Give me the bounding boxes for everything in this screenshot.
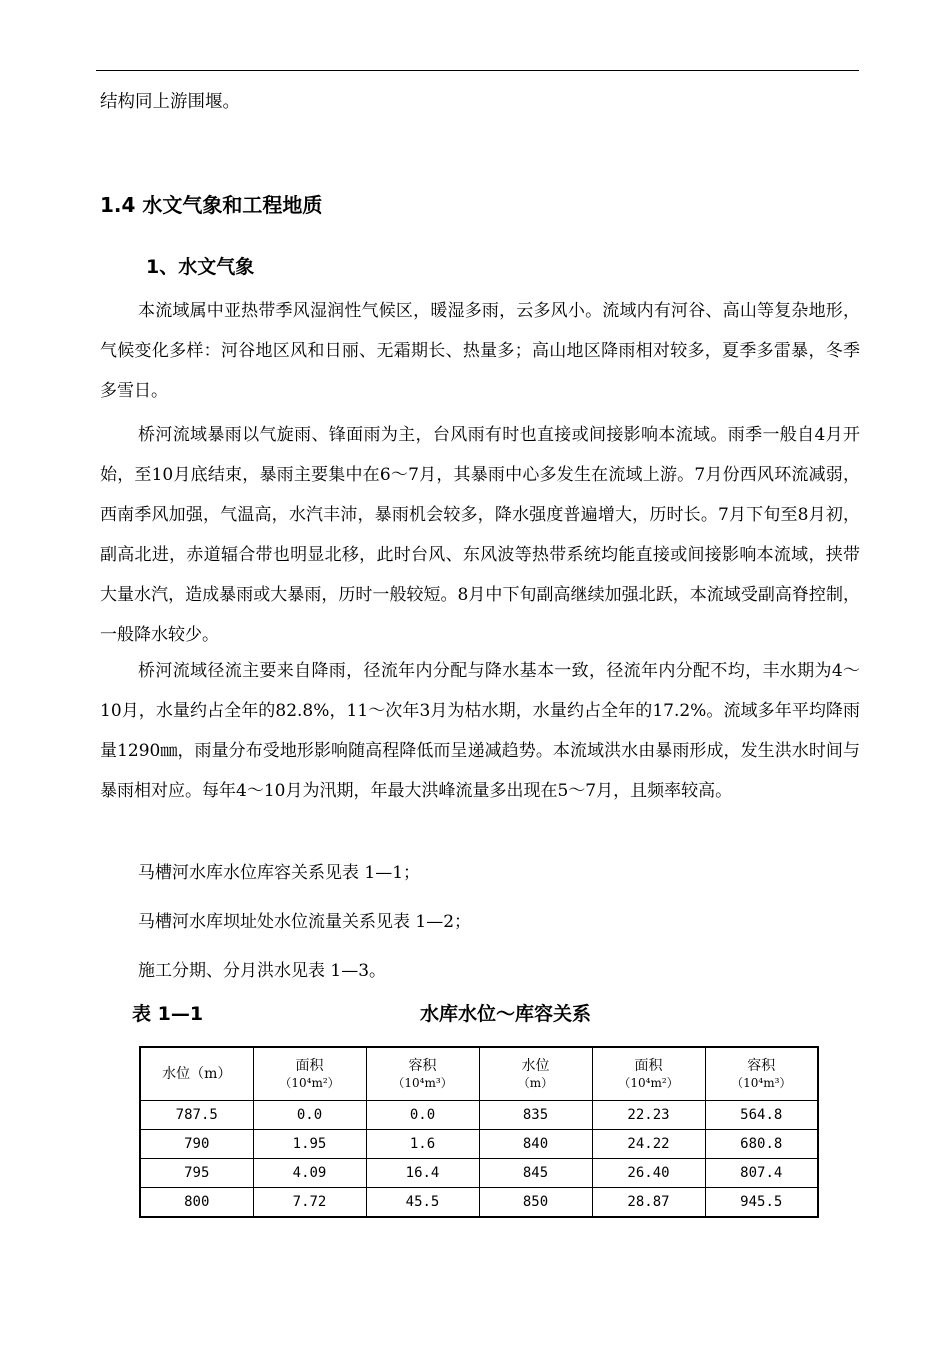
table-cell: 28.87 — [592, 1188, 705, 1218]
table-cell: 807.4 — [705, 1159, 818, 1188]
subsection-heading: 1、水文气象 — [146, 256, 255, 278]
table-row — [140, 1130, 818, 1159]
header-water-level: 水位（m） — [140, 1047, 253, 1101]
intro-line: 结构同上游围堰。 — [100, 92, 240, 112]
table-cell: 16.4 — [366, 1159, 479, 1188]
header-rule — [96, 70, 859, 71]
table-title: 水库水位～库容关系 — [420, 1003, 592, 1025]
table-cell: 0.0 — [253, 1101, 366, 1130]
header-area-2: 面积 （10⁴m²） — [592, 1047, 705, 1101]
reference-line-1: 马槽河水库水位库容关系见表 1—1； — [138, 863, 421, 883]
table-cell: 850 — [479, 1188, 592, 1218]
table-cell: 840 — [479, 1130, 592, 1159]
table-cell: 835 — [479, 1101, 592, 1130]
header-area: 面积 （10⁴m²） — [253, 1047, 366, 1101]
table-cell: 790 — [140, 1130, 253, 1159]
table-cell: 1.6 — [366, 1130, 479, 1159]
table-cell: 0.0 — [366, 1101, 479, 1130]
table-cell: 45.5 — [366, 1188, 479, 1218]
storage-capacity-table — [139, 1046, 819, 1218]
table-row — [140, 1159, 818, 1188]
table-cell: 4.09 — [253, 1159, 366, 1188]
table-cell: 787.5 — [140, 1101, 253, 1130]
reference-line-3: 施工分期、分月洪水见表 1—3。 — [138, 961, 387, 981]
table-cell: 945.5 — [705, 1188, 818, 1218]
header-volume: 容积 （10⁴m³） — [366, 1047, 479, 1101]
table-row — [140, 1101, 818, 1130]
table-cell: 7.72 — [253, 1188, 366, 1218]
header-volume-2: 容积 （10⁴m³） — [705, 1047, 818, 1101]
section-heading: 1.4 水文气象和工程地质 — [100, 193, 323, 217]
table-cell: 795 — [140, 1159, 253, 1188]
paragraph-climate: 本流域属中亚热带季风湿润性气候区，暖湿多雨，云多风小。流域内有河谷、高山等复杂地形，气候变化多样：河谷地区风和日丽、无霜期长、热量多；高山地区降雨相对较多，夏季多雷暴，冬季多雪日。 — [100, 301, 860, 401]
table-cell: 680.8 — [705, 1130, 818, 1159]
table-cell: 1.95 — [253, 1130, 366, 1159]
table-row — [140, 1188, 818, 1218]
table-cell: 845 — [479, 1159, 592, 1188]
paragraph-rainstorm: 桥河流域暴雨以气旋雨、锋面雨为主，台风雨有时也直接或间接影响本流域。雨季一般自4月开始，至10月底结束，暴雨主要集中在6～7月，其暴雨中心多发生在流域上游。7月份西风环流减弱，西南季风加强，气温高，水汽丰沛，暴雨机会较多，降水强度普遍增大，历时长。7月下旬至8月初，副高北进，赤道辐合带也明显北移，此时台风、东风波等热带系统均能直接或间接影响本流域，挟带大量水汽，造成暴雨或大暴雨，历时一般较短。8月中下旬副高继续加强北跃，本流域受副高脊控制，一般降水较少。 — [100, 425, 860, 645]
table-number: 表 1—1 — [132, 1003, 204, 1025]
table-cell: 26.40 — [592, 1159, 705, 1188]
paragraph-runoff: 桥河流域径流主要来自降雨，径流年内分配与降水基本一致，径流年内分配不均，丰水期为4～10月，水量约占全年的82.8%，11～次年3月为枯水期，水量约占全年的17.2%。流域多年平均降雨量1290㎜，雨量分布受地形影响随高程降低而呈递减趋势。本流域洪水由暴雨形成，发生洪水时间与暴雨相对应。每年4～10月为汛期，年最大洪峰流量多出现在5～7月，且频率较高。 — [100, 661, 860, 801]
reference-line-2: 马槽河水库坝址处水位流量关系见表 1—2； — [138, 912, 472, 932]
table-cell: 24.22 — [592, 1130, 705, 1159]
table-header-row — [140, 1047, 818, 1101]
table-cell: 22.23 — [592, 1101, 705, 1130]
table-cell: 800 — [140, 1188, 253, 1218]
table-cell: 564.8 — [705, 1101, 818, 1130]
header-water-level-2: 水位 （m） — [479, 1047, 592, 1101]
